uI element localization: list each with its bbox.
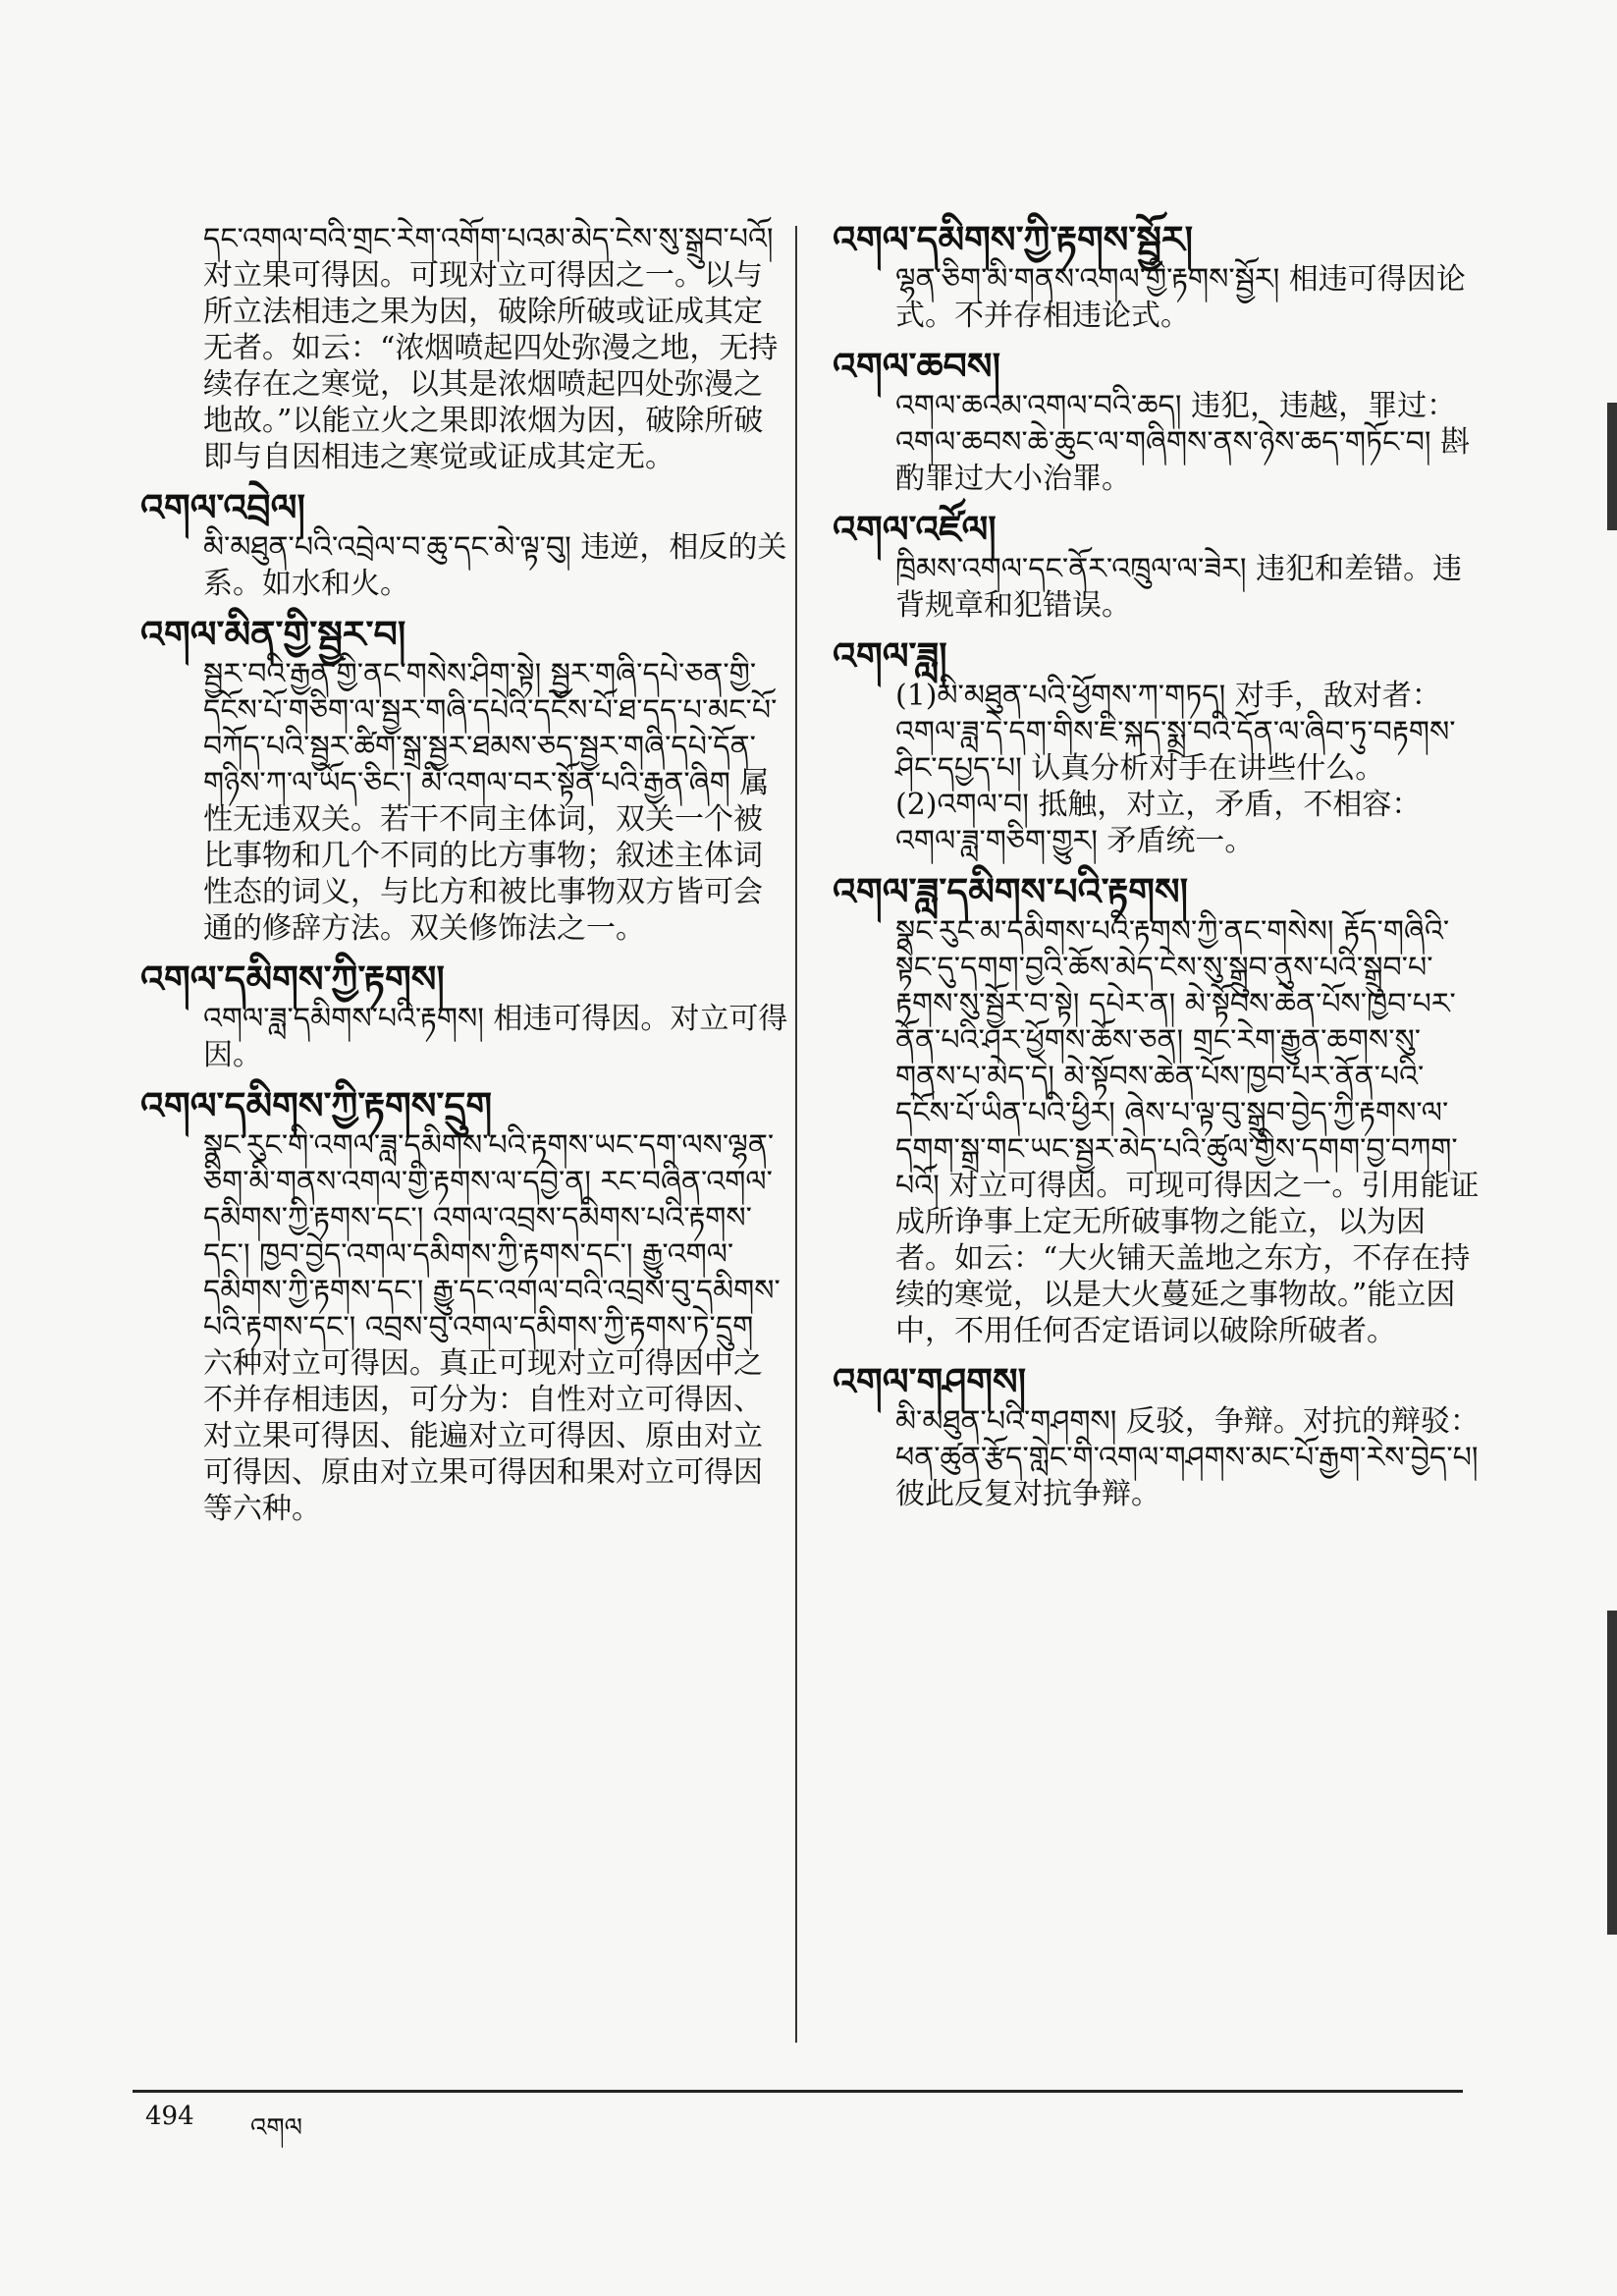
edge-mark: [1607, 1611, 1617, 1935]
entry-headword: འགལ་དམིགས་ཀྱི་རྟགས་སྦྱོར།: [833, 217, 1194, 261]
entry: [140, 485, 790, 602]
entry: [833, 344, 1482, 497]
entry: [140, 1083, 790, 1527]
entry-headword: འགལ་ཆབས།: [833, 344, 1001, 388]
entry-text: འགལ་ཆའམ་འགལ་བའི་ཆད། 违犯，违越，罪过：འགལ་ཆབས་ཆེ་ཆུང་ལ་གཞིགས་ནས་ཉེས་ཆད་གཏོང་བ། 斟酌罪过大小治罪。: [895, 389, 1471, 496]
entry: [833, 869, 1482, 1349]
page-number: 494: [145, 2102, 194, 2131]
entry-headword: འགལ་འབྲེལ།: [140, 485, 305, 529]
entry-headword: འགལ་འཛོལ།: [833, 507, 997, 551]
entry-headword: འགལ་ཟླ།: [833, 633, 947, 678]
entry-headword: འགལ་གཤགས།: [833, 1359, 1027, 1403]
entry-text: དང་འགལ་བའི་གྲང་རེག་འགོག་པའམ་མེད་ངེས་སུ་སྒྲུབ་པའོ། 对立果可得因。可现对立可得因之一。以与所立法相违之果为因，破除所破或证成其定无者。如云：“浓烟喷起四处弥漫之地，无持续存在之寒觉，以其是浓烟喷起四处弥漫之地故。”以能立火之果即浓烟为因，破除所破即与自因相违之寒觉或证成其定无。: [203, 222, 779, 474]
entry-headword: འགལ་ཟླ་དམིགས་པའི་རྟགས།: [833, 869, 1189, 913]
entry-text: ལྷན་ཅིག་མི་གནས་འགལ་གྱི་རྟགས་སྦྱོར། 相违可得因论式。不并存相违论式。: [895, 262, 1466, 333]
entry: [833, 507, 1482, 624]
entry: [152, 221, 790, 475]
entry: [833, 1359, 1482, 1512]
left-column: [140, 221, 790, 1541]
edge-mark: [1607, 403, 1617, 530]
entry-text: སྣང་རུང་གི་འགལ་ཟླ་དམིགས་པའི་རྟགས་ཡང་དག་ལས་ལྷན་ཅིག་མི་གནས་འགལ་གྱི་རྟགས་ལ་དབྱེ་ན། རང་བཞིན་འགལ་དམིགས་ཀྱི་རྟགས་དང་། འགལ་འབྲས་དམིགས་པའི་རྟགས་དང་། ཁྱབ་བྱེད་འགལ་དམིགས་ཀྱི་རྟགས་དང་། རྒྱུ་འགལ་དམིགས་ཀྱི་རྟགས་དང་། རྒྱུ་དང་འགལ་བའི་འབྲས་བུ་དམིགས་པའི་རྟགས་དང་། འབྲས་བུ་འགལ་དམིགས་ཀྱི་རྟགས་ཏེ་དྲུག 六种对立可得因。真正可现对立可得因中之不并存相违因，可分为：自性对立可得因、对立果可得因、能遍对立可得因、原由对立可得因、原由对立果可得因和果对立可得因等六种。: [203, 1128, 781, 1526]
entry-text: མི་མཐུན་པའི་གཤགས། 反驳，争辩。对抗的辩驳：ཕན་ཚུན་རྩོད་གླེང་གི་འགལ་གཤགས་མང་པོ་རྒྱག་རེས་བྱེད་པ། 彼此反复对抗争辩。: [895, 1404, 1480, 1511]
entry-text: ཁྲིམས་འགལ་དང་ནོར་འཁྲུལ་ལ་ཟེར། 违犯和差错。违背规章和犯错误。: [895, 552, 1463, 623]
running-head: འགལ: [250, 2113, 303, 2143]
entry-text: སྦྱར་བའི་རྒྱན་གྱི་ནང་གསེས་ཤིག་སྟེ། སྦྱར་གཞི་དཔེ་ཅན་གྱི་དངོས་པོ་གཅིག་ལ་སྦྱར་གཞི་དཔེའི་དངོས་པོ་ཐ་དད་པ་མང་པོ་བཀོད་པའི་སྦྱར་ཚིག་སྒྲ་སྦྱར་ཐམས་ཅད་སྦྱར་གཞི་དཔེ་དོན་གཉིས་ཀ་ལ་ཡོད་ཅིང་། མི་འགལ་བར་སྟོན་པའི་རྒྱན་ཞིག 属性无违双关。若干不同主体词，双关一个被比事物和几个不同的比方事物；叙述主体词性态的词义，与比方和被比事物双方皆可会通的修辞方法。双关修饰法之一。: [203, 657, 778, 946]
entry-text: མི་མཐུན་པའི་འབྲེལ་བ་ཆུ་དང་མེ་ལྟ་བུ། 违逆，相反的关系。如水和火。: [203, 530, 787, 601]
entry-text: (1)མི་མཐུན་པའི་ཕྱོགས་ཀ་གཏད། 对手，敌对者：འགལ་ཟླ་དེ་དག་གིས་ཇི་སྐད་སྨྲ་བའི་དོན་ལ་ཞིབ་ཏུ་བརྟགས་ཤིང་དཔྱད་པ། 认真分析对手在讲些什么。(2)འགལ་བ། 抵触，对立，矛盾，不相容：འགལ་ཟླ་གཅིག་གྱུར། 矛盾统一。: [895, 679, 1456, 858]
footer-rule: [133, 2090, 1463, 2093]
entry: [833, 633, 1482, 859]
entry: [833, 217, 1482, 334]
entry-text: སྣང་རུང་མ་དམིགས་པའི་རྟགས་ཀྱི་ནང་གསེས། རྟོད་གཞིའི་སྟེང་དུ་དགག་བྱའི་ཆོས་མེད་ངེས་སུ་སྒྲུབ་ནུས་པའི་སྒྲུབ་པ་རྟགས་སུ་སྦྱོར་བ་སྟེ། དཔེར་ན། མེ་སྟོབས་ཆེན་པོས་ཁྱབ་པར་ནོན་པའི་ཤར་ཕྱོགས་ཆོས་ཅན། གྲང་རེག་རྒྱུན་ཆགས་སུ་གནས་པ་མེད་དེ། མེ་སྟོབས་ཆེན་པོས་ཁྱབ་པར་ནོན་པའི་དངོས་པོ་ཡིན་པའི་ཕྱིར། ཞེས་པ་ལྟ་བུ་སྒྲུབ་བྱེད་ཀྱི་རྟགས་ལ་དགག་སྒྲ་གང་ཡང་སྦྱར་མེད་པའི་ཚུལ་གྱིས་དགག་བྱ་བཀག་པའོ། 对立可得因。可现可得因之一。引用能证成所诤事上定无所破事物之能立，以为因者。如云：“大火铺天盖地之东方，不存在持续的寒觉，以是大火蔓延之事物故。”能立因中，不用任何否定语词以破除所破者。: [895, 914, 1480, 1348]
entry-headword: འགལ་མིན་གྱི་སྦྱར་བ།: [140, 612, 406, 656]
entry-headword: འགལ་དམིགས་ཀྱི་རྟགས་དྲུག: [140, 1083, 493, 1127]
column-divider: [795, 226, 797, 2043]
entry-text: འགལ་ཟླ་དམིགས་པའི་རྟགས། 相违可得因。对立可得因。: [203, 1002, 788, 1072]
entry: [140, 612, 790, 947]
right-column: [833, 217, 1482, 1526]
entry-headword: འགལ་དམིགས་ཀྱི་རྟགས།: [140, 957, 445, 1001]
entry: [140, 957, 790, 1073]
